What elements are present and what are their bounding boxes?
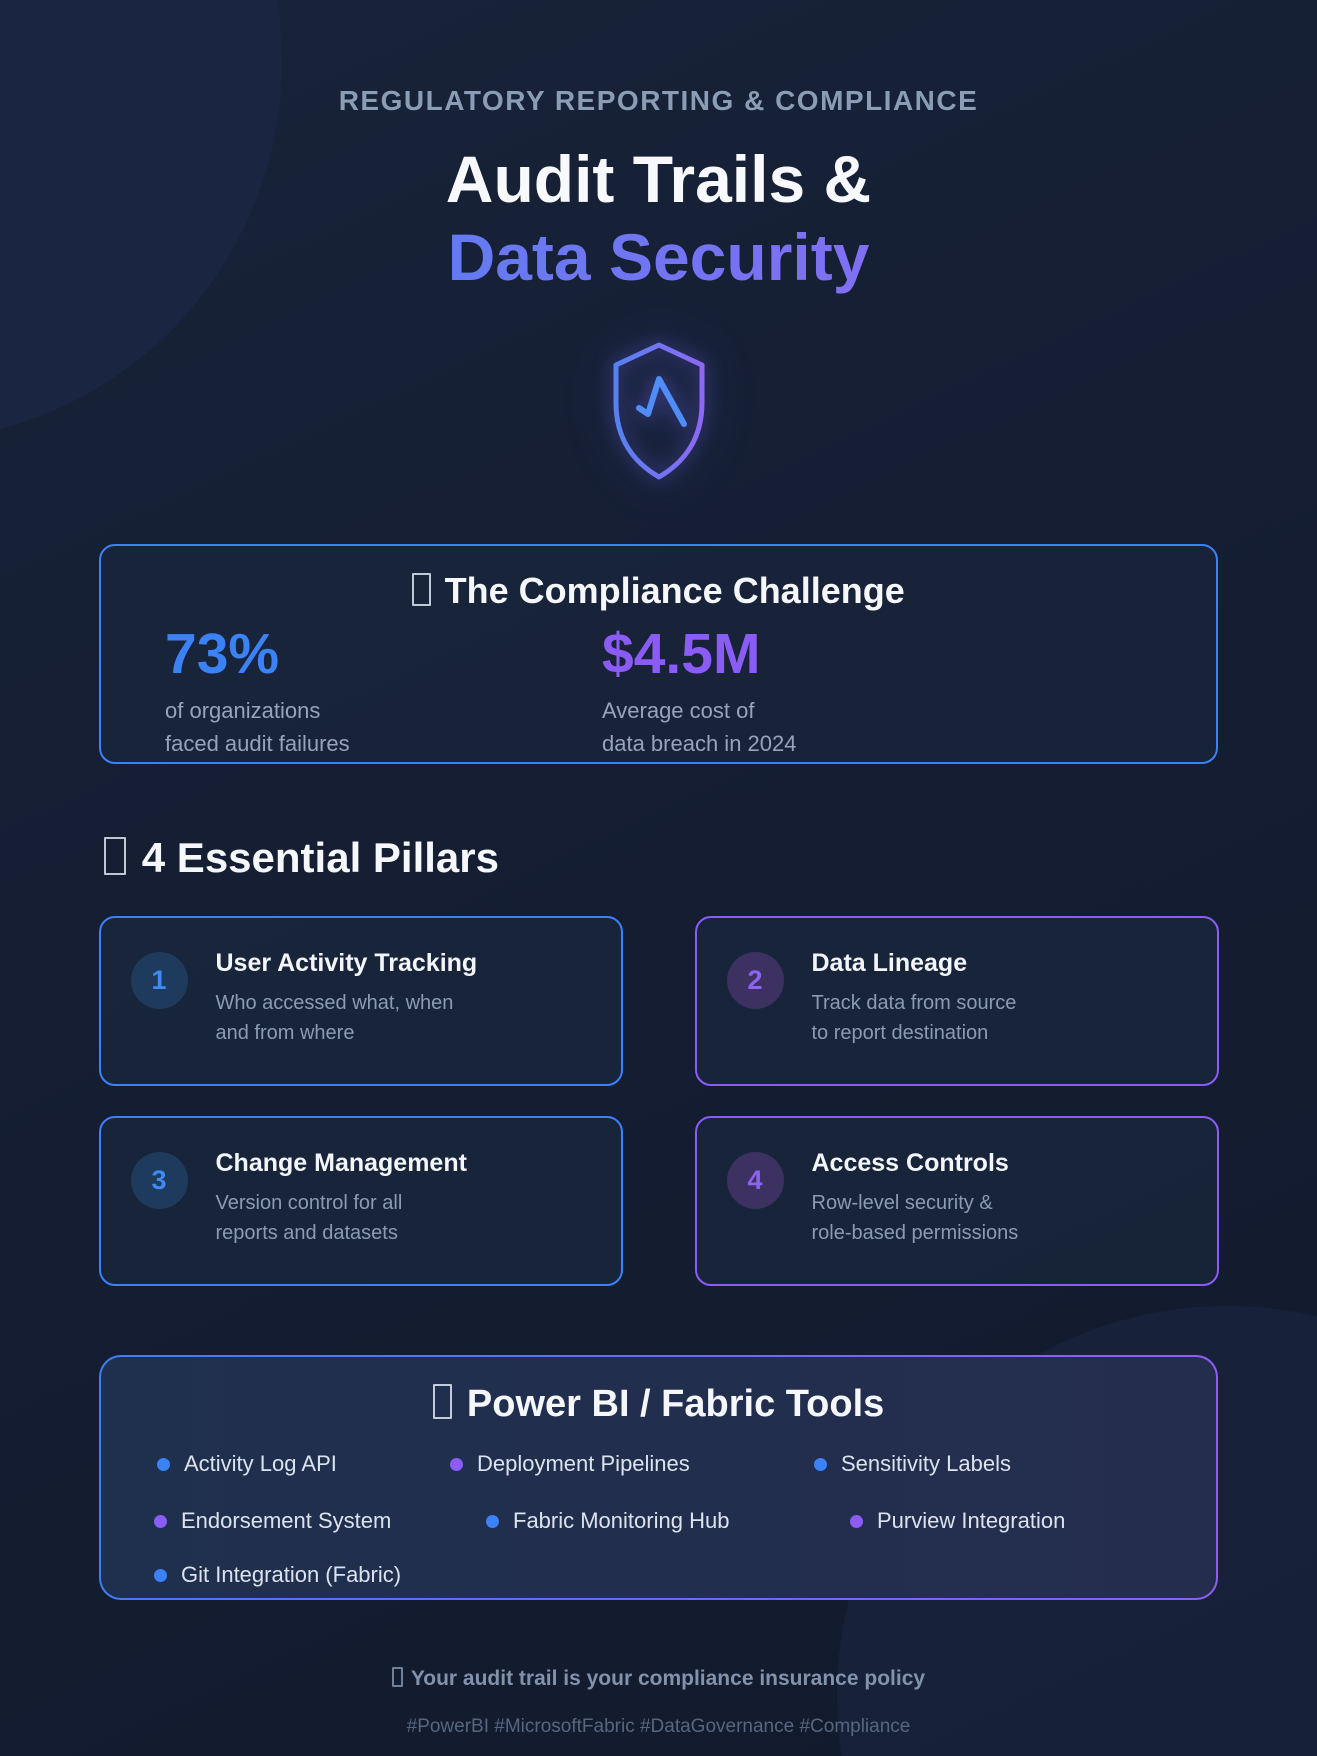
compliance-challenge-panel xyxy=(99,544,1218,764)
pillar-card-description xyxy=(812,1188,1019,1248)
pillar-card-description-line: to report destination xyxy=(811,1022,989,1044)
pillar-card-title: Data Lineage xyxy=(811,949,968,977)
pillar-number-badge: 3 xyxy=(131,1152,188,1209)
tool-item-purview-integration xyxy=(850,1506,1065,1536)
missing-glyph-icon xyxy=(392,1667,403,1686)
tool-item-endorsement-system xyxy=(154,1506,391,1536)
footer-hashtags: #PowerBI #MicrosoftFabric #DataGovernance #Compliance xyxy=(406,1716,911,1737)
pillar-card-description xyxy=(812,988,1017,1048)
challenge-stats xyxy=(165,624,1152,760)
pillar-card-description-line: Who accessed what, when xyxy=(215,992,454,1014)
pillar-number-badge: 4 xyxy=(727,1152,784,1209)
pillar-card-title: Change Management xyxy=(215,1149,467,1177)
pillar-card-user-activity-tracking xyxy=(99,916,623,1086)
pillar-card-description-line: Row-level security & xyxy=(811,1192,993,1214)
tool-item-label: Fabric Monitoring Hub xyxy=(513,1508,730,1533)
pillar-card-access-controls xyxy=(695,1116,1219,1286)
pillar-card-description-line: Version control for all xyxy=(215,1192,403,1214)
bullet-dot-icon xyxy=(154,1515,167,1528)
tool-item-sensitivity-labels xyxy=(814,1449,1011,1479)
missing-glyph-icon xyxy=(104,837,126,876)
tools-panel xyxy=(99,1355,1218,1600)
stat-caption xyxy=(165,694,602,760)
bullet-dot-icon xyxy=(850,1515,863,1528)
stat-caption-line: data breach in 2024 xyxy=(602,731,797,756)
pillar-card-description xyxy=(216,1188,467,1248)
stat-caption xyxy=(602,694,1152,760)
tool-item-label: Deployment Pipelines xyxy=(477,1451,690,1476)
bullet-dot-icon xyxy=(154,1569,167,1582)
pillar-card-description xyxy=(216,988,478,1048)
tool-item-label: Endorsement System xyxy=(181,1508,392,1533)
page-title-line1: Audit Trails & xyxy=(445,142,872,216)
bullet-dot-icon xyxy=(814,1458,827,1471)
tool-item-label: Activity Log API xyxy=(184,1451,337,1476)
pillar-card-body xyxy=(812,942,1017,1060)
pillar-card-description-line: reports and datasets xyxy=(215,1222,398,1244)
stat-caption-line: of organizations xyxy=(165,698,321,723)
bullet-dot-icon xyxy=(450,1458,463,1471)
pillar-card-description-line: and from where xyxy=(215,1022,355,1044)
pillar-card-body xyxy=(812,1142,1019,1260)
pillar-card-change-management xyxy=(99,1116,623,1286)
footer-quote xyxy=(0,1664,1317,1694)
stat-value: 73% xyxy=(165,622,280,686)
tool-item-git-integration-fabric xyxy=(154,1560,401,1590)
tool-item-fabric-monitoring-hub xyxy=(486,1506,729,1536)
tools-panel-title-text: Power BI / Fabric Tools xyxy=(466,1383,885,1425)
pillar-number-badge: 2 xyxy=(727,952,784,1009)
pillars-section-title xyxy=(104,832,1317,884)
compliance-challenge-title-text: The Compliance Challenge xyxy=(444,570,905,611)
missing-glyph-icon xyxy=(433,1384,453,1419)
shield-pulse-icon xyxy=(0,336,1317,486)
footer-quote-text: Your audit trail is your compliance insurance policy xyxy=(410,1667,926,1690)
pillar-card-title: User Activity Tracking xyxy=(215,949,478,977)
pillar-card-description-line: role-based permissions xyxy=(811,1222,1019,1244)
stat-audit-failures xyxy=(165,624,602,760)
bullet-dot-icon xyxy=(157,1458,170,1471)
tools-panel-title xyxy=(101,1381,1216,1427)
tool-item-deployment-pipelines xyxy=(450,1449,690,1479)
stat-caption-line: faced audit failures xyxy=(165,731,350,756)
pillars-section-title-text: 4 Essential Pillars xyxy=(141,834,499,881)
pillars-grid xyxy=(99,916,1219,1286)
pillar-number-badge: 1 xyxy=(131,952,188,1009)
stat-caption-line: Average cost of xyxy=(602,698,755,723)
bullet-dot-icon xyxy=(486,1515,499,1528)
pillar-card-description-line: Track data from source xyxy=(811,992,1017,1014)
tool-item-label: Purview Integration xyxy=(877,1508,1066,1533)
tools-list xyxy=(101,1449,1216,1599)
pillar-card-data-lineage xyxy=(695,916,1219,1086)
pillar-card-title: Access Controls xyxy=(811,1149,1009,1177)
page-title-line2: Data Security xyxy=(0,218,1317,296)
compliance-challenge-title xyxy=(165,570,1152,612)
eyebrow-label: REGULATORY REPORTING & COMPLIANCE xyxy=(338,85,979,116)
stat-value: $4.5M xyxy=(602,622,761,686)
tool-item-label: Sensitivity Labels xyxy=(841,1451,1011,1476)
page-title xyxy=(0,140,1317,296)
tool-item-activity-log-api xyxy=(157,1449,337,1479)
pillar-card-body xyxy=(216,942,478,1060)
tool-item-label: Git Integration (Fabric) xyxy=(181,1562,402,1587)
stat-breach-cost xyxy=(602,624,1152,760)
pillar-card-body xyxy=(216,1142,467,1260)
missing-glyph-icon xyxy=(412,573,431,606)
